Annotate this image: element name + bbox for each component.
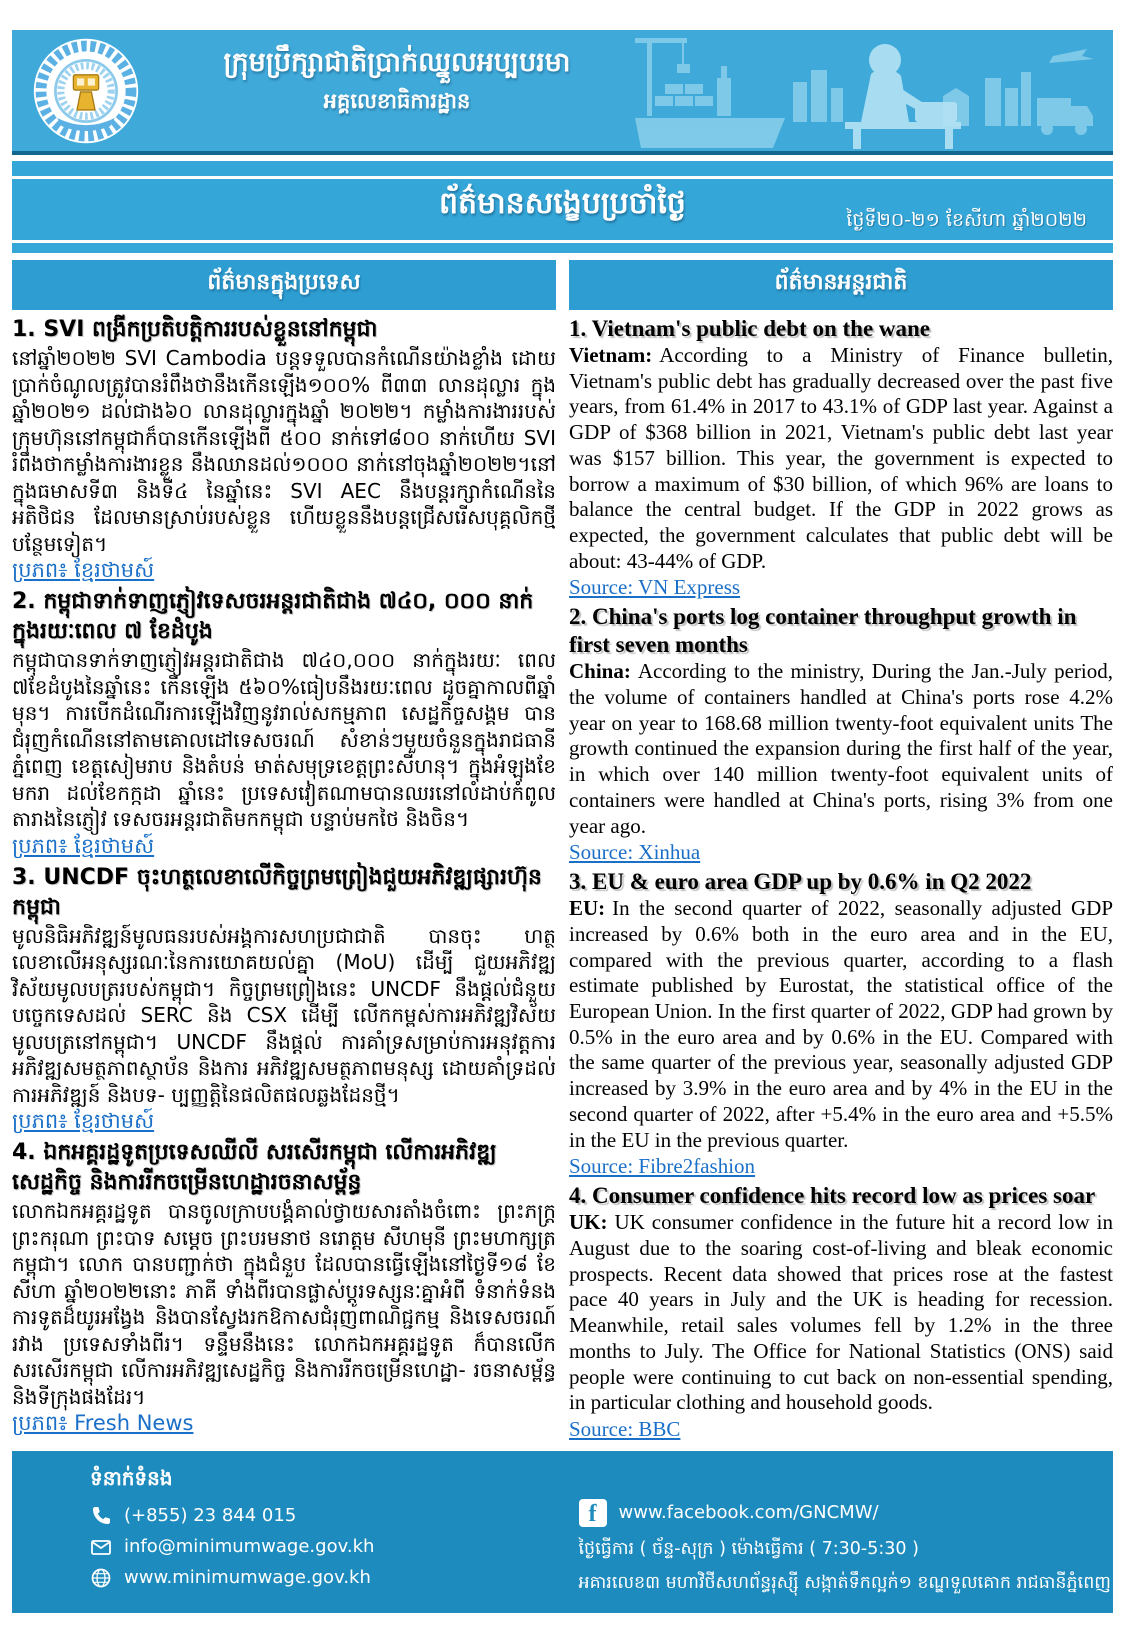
website-url[interactable]: www.minimumwage.gov.kh <box>124 1567 371 1589</box>
article-lead: EU: <box>569 896 606 921</box>
domestic-article-1 <box>12 315 556 584</box>
source-link[interactable]: Source: Fibre2fashion <box>569 1154 756 1179</box>
article-text: According to a Ministry of Finance bulletin, Vietnam's public debt has gradually decreased over the past five years, from 61.4% in 2017 to 43.1% of GDP last year. Against a GDP of $368 billion in 2021, Vietnam's public debt last year was $157 billion. This year, the government is expected to borrow a maximum of $30 billion, of which 96% are loans to balance the central budget. If the GDP in 2022 grows as expected, the government calculates that public debt will be about: 43-44% of GDP. <box>569 343 1113 573</box>
international-article-2 <box>569 603 1113 865</box>
article-body <box>569 1210 1113 1416</box>
domestic-column-header: ព័ត៌មានក្នុងប្រទេស <box>12 260 556 310</box>
facebook-url[interactable]: www.facebook.com/GNCMW/ <box>618 1502 879 1524</box>
phone-number[interactable]: (+855) 23 844 015 <box>124 1505 297 1527</box>
email-icon <box>90 1536 112 1558</box>
article-title: 4. Consumer confidence hits record low as prices soar <box>569 1183 1096 1209</box>
divider-strip-bottom <box>12 243 1113 253</box>
domestic-article-2 <box>12 587 556 860</box>
phone-icon <box>90 1505 112 1527</box>
article-body <box>569 659 1113 839</box>
header-banner <box>12 30 1113 155</box>
news-columns <box>12 260 1113 1445</box>
domestic-article-4 <box>12 1138 556 1437</box>
international-article-3 <box>569 868 1113 1179</box>
globe-icon <box>90 1567 112 1589</box>
article-body <box>569 343 1113 574</box>
article-title: 3. UNCDF ចុះហត្ថលេខាលើកិច្ចព្រមព្រៀងជួយអភិវឌ្ឍផ្សារហ៊ុនកម្ពុជា <box>12 864 542 920</box>
article-body: កម្ពុជាបានទាក់ទាញភ្ញៀវអន្តរជាតិជាង ៧៤០,០០០ នាក់ក្នុងរយៈ ពេល ៧ខែដំបូងនៃឆ្នាំនេះ កើនឡើង ៥៦០%ធៀបនឹងរយៈពេល ដូចគ្នាកាលពីឆ្នាំមុន។ ការបើកដំណើរការឡើងវិញនូវរាល់សកម្មភាព សេដ្ឋកិច្ចសង្គម បានជំរុញកំណើននៅតាមគោលដៅទេសចរណ៍ សំខាន់ៗមួយចំនួនក្នុងរាជធានីភ្នំពេញ ខេត្តសៀមរាប និងតំបន់ មាត់សមុទ្រខេត្តព្រះសីហនុ។ ក្នុងអំឡុងខែមករា ដល់ខែកក្កដា ឆ្នាំនេះ ប្រទេសវៀតណាមបានឈរនៅលំដាប់កំពូលតារាងនៃភ្ញៀវ ទេសចរអន្តរជាតិមកកម្ពុជា បន្ទាប់មកថៃ និងចិន។ <box>12 648 556 831</box>
article-body: លោកឯកអគ្គរដ្ឋទូត បានចូលក្រាបបង្គំគាល់ថ្វាយសារតាំងចំពោះ ព្រះភក្ត្រ ព្រះករុណា ព្រះបាទ សម្តេច ព្រះបរមនាថ នរោត្តម សីហមុនី ព្រះមហាក្សត្រកម្ពុជា។ លោក បានបញ្ជាក់ថា ក្នុងជំនួប ដែលបានធ្វើឡើងនៅថ្ងៃទី១៨ ខែសីហា ឆ្នាំ២០២២នោះ ភាគី ទាំងពីរបានផ្លាស់ប្តូរទស្សនៈគ្នាអំពី ទំនាក់ទំនងការទូតដ៏យូរអង្វែង និងបានស្វែងរកឱកាសជំរុញពាណិជ្ជកម្ម និងទេសចរណ៍រវាង ប្រទេសទាំងពីរ។ ទន្ទឹមនឹងនេះ លោកឯកអគ្គរដ្ឋទូត ក៏បានលើក សរសើរកម្ពុជា លើការអភិវឌ្ឍសេដ្ឋកិច្ច និងការរីកចម្រើនហេដ្ឋា- រចនាសម្ព័ន្ធ និងទីក្រុងផងដែរ។ <box>12 1199 556 1409</box>
article-lead: Vietnam: <box>569 343 653 367</box>
domestic-news-column <box>12 260 556 1445</box>
title-band <box>12 179 1113 240</box>
organization-name <box>162 46 632 116</box>
port-industry-illustration <box>633 30 1113 151</box>
article-lead: UK: <box>569 1210 608 1235</box>
source-link[interactable]: ប្រភព៖ Fresh News <box>12 1411 194 1435</box>
organization-name-line1: ក្រុមប្រឹក្សាជាតិប្រាក់ឈ្នួលអប្បបរមា <box>223 47 571 78</box>
facebook-icon <box>579 1499 607 1527</box>
working-hours: ថ្ងៃធ្វើការ ( ច័ន្ទ-សុក្រ ) ម៉ោងធ្វើការ ( 7:30-5:30 ) <box>578 1538 919 1559</box>
source-link[interactable]: ប្រភព៖ ខ្មែរថាមស៍ <box>12 833 155 858</box>
international-article-1 <box>569 315 1113 600</box>
article-text: According to the ministry, During the Jan.-July period, the volume of containers handled at China's ports rose 4.2% year on year to 168.68 million twenty-foot equivalent units The growth continued the expansion during the first half of the year, in which over 140 million twenty-foot equivalent units of containers were handled at China's ports, rising 3% from one year ago. <box>569 659 1113 838</box>
organization-logo <box>32 37 140 145</box>
email-address[interactable]: info@minimumwage.gov.kh <box>124 1536 375 1558</box>
article-title: 1. SVI ពង្រីកប្រតិបត្តិការរបស់ខ្លួននៅកម្ពុជា <box>12 317 378 342</box>
article-body: មូលនិធិអភិវឌ្ឍន៍មូលធនរបស់អង្គការសហប្រជាជាតិ បានចុះ ហត្ថលេខាលើអនុស្សរណៈនៃការយោគយល់គ្នា (MoU) ដើម្បី ជួយអភិវឌ្ឍវិស័យមូលបត្ររបស់កម្ពុជា។ កិច្ចព្រមព្រៀងនេះ UNCDF នឹងផ្តល់ជំនួយបច្ចេកទេសដល់ SERC និង CSX ដើម្បី លើកកម្ពស់ការអភិវឌ្ឍវិស័យមូលបត្រនៅកម្ពុជា។ UNCDF នឹងផ្តល់ ការគាំទ្រសម្រាប់ការអនុវត្តការអភិវឌ្ឍសមត្ថភាពស្ថាប័ន និងការ អភិវឌ្ឍសមត្ថភាពមនុស្ស ដោយគាំទ្រដល់ការអភិវឌ្ឍន៍ និងបទ- ប្បញ្ញត្តិនៃផលិតផលឆ្លងដែនថ្មី។ <box>12 923 556 1107</box>
article-title: 2. China's ports log container throughput growth in first seven months <box>569 604 1077 658</box>
article-body <box>569 896 1113 1153</box>
domestic-article-3 <box>12 863 556 1136</box>
source-link[interactable]: Source: VN Express <box>569 575 741 600</box>
issue-date: ថ្ងៃទី២០-២១ ខែសីហា ឆ្នាំ២០២២ <box>846 209 1087 231</box>
article-body: នៅឆ្នាំ២០២២ SVI Cambodia បន្តទទួលបានកំណើនយ៉ាងខ្លាំង ដោយប្រាក់ចំណូលត្រូវបានរំពឹងថានឹងកើនឡើង១០០% ពី៣៣ លានដុល្លារ ក្នុងឆ្នាំ២០២១ ដល់ជាង៦០ លានដុល្លារក្នុងឆ្នាំ ២០២២។ កម្លាំងការងាររបស់ក្រុមហ៊ុននៅកម្ពុជាក៏បានកើនឡើងពី ៥០០ នាក់ទៅ៨០០ នាក់ហើយ SVI រំពឹងថាកម្លាំងការងារខ្លួន នឹងឈានដល់១០០០ នាក់នៅចុងឆ្នាំ២០២២។នៅក្នុងធមាសទី៣ និងទី៤ នៃឆ្នាំនេះ SVI AEC នឹងបន្តរក្សាកំណើននៃអតិថិជន ដែលមានស្រាប់របស់ខ្លួន ហើយខ្លួននឹងបន្តជ្រើសរើសបុគ្គលិកថ្មី បន្ថែមទៀត។ <box>12 346 556 556</box>
article-title: 4. ឯកអគ្គរដ្ឋទូតប្រទេសឈីលី សរសើរកម្ពុជា លើការអភិវឌ្ឍ សេដ្ឋកិច្ច និងការរីកចម្រើនហេដ្ឋារចនាសម្ព័ន្ធ <box>12 1140 497 1195</box>
organization-name-line2: អគ្គលេខាធិការដ្ឋាន <box>323 89 471 113</box>
article-title: 1. Vietnam's public debt on the wane <box>569 316 931 341</box>
article-title: 3. EU & euro area GDP up by 0.6% in Q2 2022 <box>569 869 1032 895</box>
contact-heading: ទំនាក់ទំនង <box>90 1465 173 1490</box>
source-link[interactable]: ប្រភព៖ ខ្មែរថាមស៍ <box>12 1109 155 1133</box>
source-link[interactable]: ប្រភព៖ ខ្មែរថាមស៍ <box>12 558 155 582</box>
newsletter-title: ព័ត៌មានសង្ខេបប្រចាំថ្ងៃ <box>439 186 686 221</box>
footer-contact-block <box>12 1465 563 1595</box>
source-link[interactable]: Source: Xinhua <box>569 840 701 865</box>
article-text: In the second quarter of 2022, seasonally adjusted GDP increased by 0.6% both in the euro area and in the EU, compared with the previous quarter, according to a flash estimate published by Eurostat, the statistical office of the European Union. In the first quarter of 2022, GDP had grown by 0.5% in the euro area and by 0.6% in the EU. Compared with the same quarter of the previous year, seasonally adjusted GDP increased by 3.9% in the euro area and by 4% in the EU in the second quarter of 2022, after +5.4% in the euro area and +5.5% in the EU in the previous quarter. <box>569 896 1113 1152</box>
international-column-header: ព័ត៌មានអន្តរជាតិ <box>569 260 1113 310</box>
contact-footer <box>12 1451 1113 1613</box>
footer-social-block <box>563 1465 1114 1595</box>
divider-strip-top <box>12 161 1113 176</box>
source-link[interactable]: Source: BBC <box>569 1416 681 1441</box>
article-title: 2. កម្ពុជាទាក់ទាញភ្ញៀវទេសចរអន្តរជាតិជាង ៧៤០, ០០០ នាក់ ក្នុងរយៈពេល ៧ ខែដំបូង <box>12 589 534 644</box>
international-article-4 <box>569 1182 1113 1442</box>
article-lead: China: <box>569 659 631 684</box>
international-news-column <box>569 260 1113 1445</box>
office-address: អគារលេខ៣ មហាវិថីសហព័ន្ធរុស្ស៊ី សង្កាត់ទឹកល្អក់១ ខណ្ឌទួលគោក រាជធានីភ្នំពេញ <box>578 1572 1111 1593</box>
article-text: UK consumer confidence in the future hit a record low in August due to the soaring cost-of-living and bleak economic prospects. Recent data showed that prices rose at the fastest pace 40 years in July and the UK is heading for recession. Meanwhile, retail sales volumes fell by 1.2% in the three months to July. The Office for National Statistics (ONS) said people were continuing to cut back on non-essential spending, in particular clothing and household goods. <box>569 1210 1113 1415</box>
